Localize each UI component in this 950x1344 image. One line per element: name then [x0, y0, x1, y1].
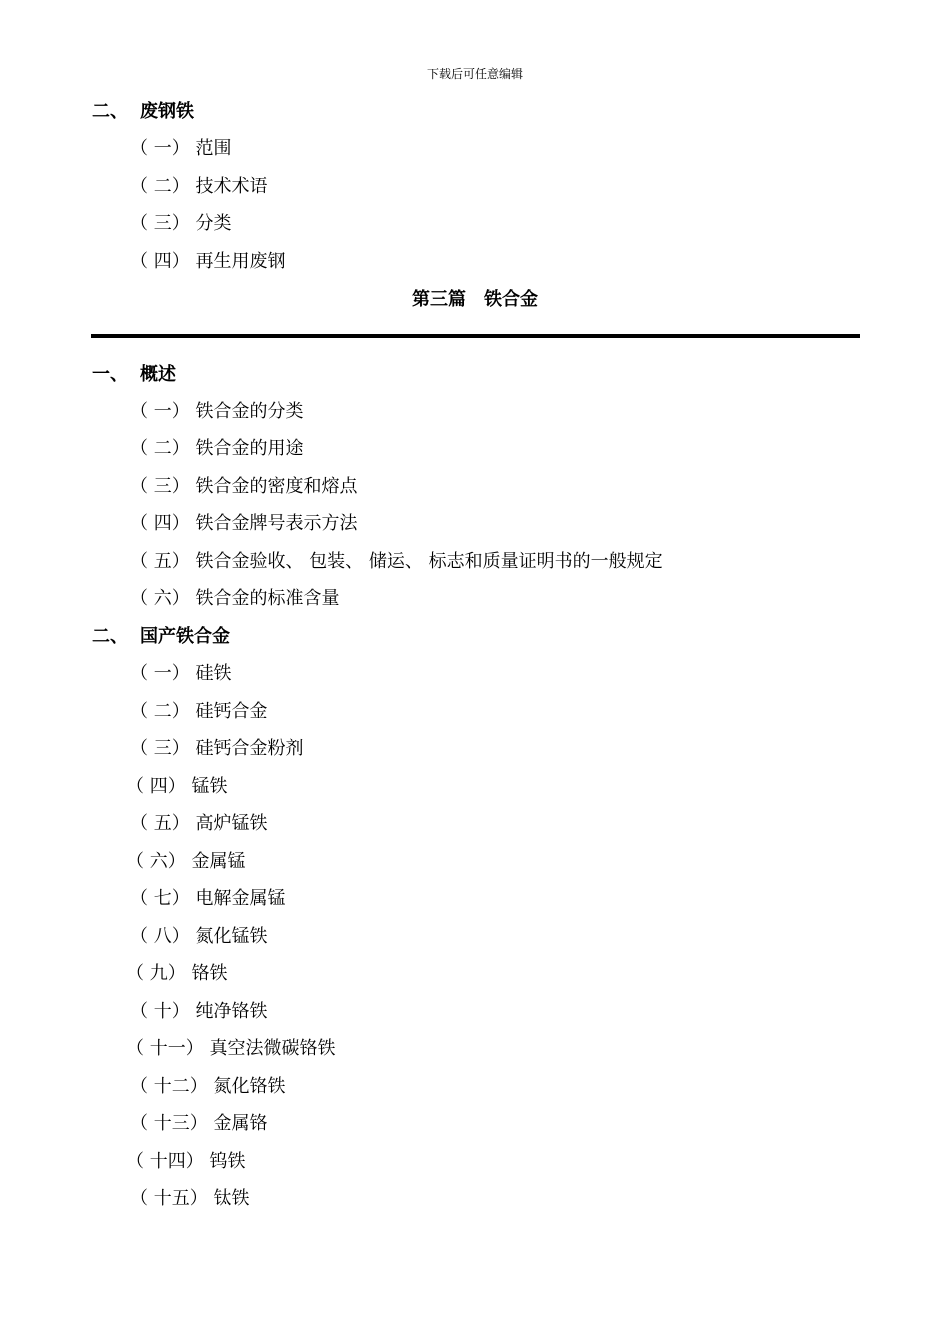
section-heading-domestic	[92, 625, 230, 649]
section-title: 国产铁合金	[140, 626, 230, 647]
list-item: （ 七） 电解金属锰	[130, 888, 286, 909]
section-heading-scrap	[92, 100, 194, 124]
list-item: （ 五） 铁合金验收、 包装、 储运、 标志和质量证明书的一般规定	[130, 551, 663, 572]
section-number: 二、	[92, 101, 128, 122]
list-item: （ 一） 范围	[130, 138, 232, 159]
list-item: （ 三） 硅钙合金粉剂	[130, 738, 304, 759]
list-item: （ 十二） 氮化铬铁	[130, 1076, 286, 1097]
list-item: （ 十四） 钨铁	[126, 1151, 246, 1172]
list-item: （ 二） 铁合金的用途	[130, 438, 304, 459]
section-number: 二、	[92, 626, 128, 647]
list-item: （ 十一） 真空法微碳铬铁	[126, 1038, 336, 1059]
list-item: （ 十五） 钛铁	[130, 1188, 250, 1209]
list-item: （ 二） 硅钙合金	[130, 701, 268, 722]
list-item: （ 六） 铁合金的标准含量	[130, 588, 340, 609]
section-title: 废钢铁	[140, 101, 194, 122]
list-item: （ 一） 铁合金的分类	[130, 401, 304, 422]
part-title: 第三篇 铁合金	[412, 289, 538, 310]
list-item: （ 八） 氮化锰铁	[130, 926, 268, 947]
list-item: （ 十三） 金属铬	[130, 1113, 268, 1134]
header-note: 下载后可任意编辑	[426, 67, 523, 81]
list-item: （ 四） 锰铁	[126, 776, 228, 797]
list-item: （ 三） 铁合金的密度和熔点	[130, 476, 358, 497]
list-item: （ 一） 硅铁	[130, 663, 232, 684]
section-heading-overview	[92, 363, 176, 387]
list-item: （ 三） 分类	[130, 213, 232, 234]
section-number: 一、	[92, 364, 128, 385]
list-item: （ 五） 高炉锰铁	[130, 813, 268, 834]
list-item: （ 十） 纯净铬铁	[130, 1001, 268, 1022]
list-item: （ 四） 再生用废钢	[130, 251, 286, 272]
divider-rule	[91, 334, 860, 338]
list-item: （ 四） 铁合金牌号表示方法	[130, 513, 358, 534]
list-item: （ 九） 铬铁	[126, 963, 228, 984]
list-item: （ 二） 技术术语	[130, 176, 268, 197]
section-title: 概述	[140, 364, 176, 385]
list-item: （ 六） 金属锰	[126, 851, 246, 872]
